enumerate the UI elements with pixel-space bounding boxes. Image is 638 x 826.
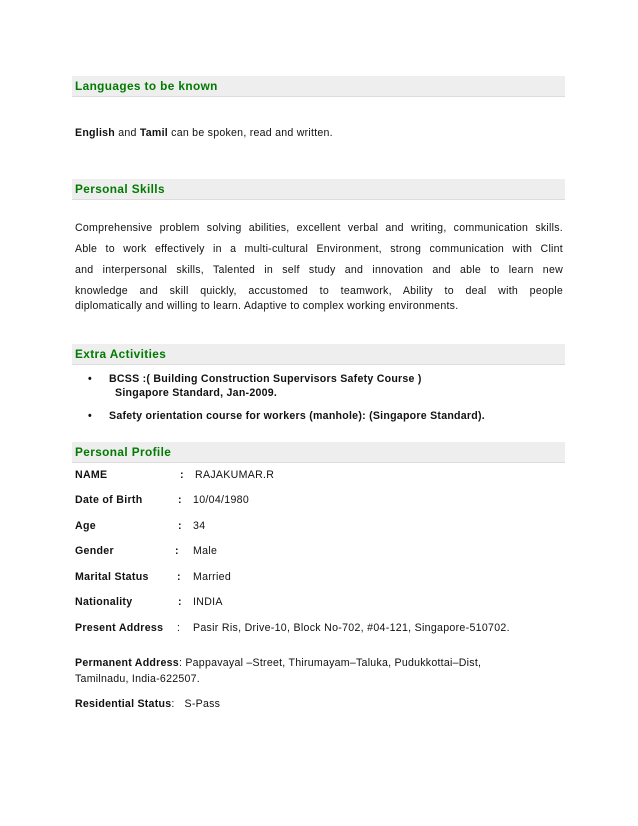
activity-item-2-text: Safety orientation course for workers (manhole): (Singapore Standard).: [109, 410, 485, 422]
name-value: RAJAKUMAR.R: [195, 469, 275, 481]
age-colon: :: [178, 520, 182, 532]
residential-status-label: Residential Status: [75, 698, 172, 710]
permanent-address-value-1: : Pappavayal –Street, Thirumayam–Taluka, Pudukkottai–Dist,: [178, 657, 482, 669]
residential-status-value: S-Pass: [184, 698, 221, 710]
language-english: English: [75, 127, 116, 139]
skills-line-1: Comprehensive problem solving abilities, excellent verbal and writing, communication skills.: [75, 222, 563, 234]
present-address-colon: :: [177, 622, 181, 634]
skills-line-4: knowledge and skill quickly, accustomed to teamwork, Ability to deal with people: [75, 285, 563, 297]
marital-value: Married: [193, 571, 232, 583]
skills-heading: Personal Skills: [75, 182, 165, 196]
language-tamil: Tamil: [139, 127, 168, 139]
gender-colon: :: [175, 545, 179, 557]
skills-line-2: Able to work effectively in a multi-cultural Environment, strong communication with Clint: [75, 243, 563, 255]
permanent-address-line-2: Tamilnadu, India-622507.: [75, 673, 200, 685]
permanent-address-label: Permanent Address: [75, 657, 179, 669]
activities-section-header: [72, 344, 565, 365]
age-label: Age: [75, 520, 96, 532]
present-address-label: Present Address: [75, 622, 164, 634]
activities-heading: Extra Activities: [75, 347, 167, 361]
profile-heading: Personal Profile: [75, 445, 172, 459]
dob-value: 10/04/1980: [193, 494, 250, 506]
activity-item-1-line-2: Singapore Standard, Jan-2009.: [115, 387, 278, 399]
bullet-icon: •: [88, 410, 92, 422]
residential-status-colon: :: [171, 698, 175, 710]
marital-colon: :: [177, 571, 181, 583]
nationality-colon: :: [178, 596, 182, 608]
skills-line-3: and interpersonal skills, Talented in self study and innovation and able to learn new: [75, 264, 563, 276]
marital-label: Marital Status: [75, 571, 149, 583]
languages-text: [75, 127, 333, 139]
name-colon: :: [180, 469, 184, 481]
permanent-address-line-1: [75, 657, 481, 669]
dob-colon: :: [178, 494, 182, 506]
gender-value: Male: [193, 545, 218, 557]
residential-status-row: [75, 698, 220, 710]
languages-section-header: [72, 76, 565, 97]
gender-label: Gender: [75, 545, 114, 557]
nationality-label: Nationality: [75, 596, 133, 608]
languages-rest: can be spoken, read and written.: [167, 127, 333, 139]
present-address-value: Pasir Ris, Drive-10, Block No-702, #04-121, Singapore-510702.: [193, 622, 510, 634]
profile-section-header: [72, 442, 565, 463]
nationality-value: INDIA: [193, 596, 223, 608]
dob-label: Date of Birth: [75, 494, 143, 506]
languages-heading: Languages to be known: [75, 79, 218, 93]
age-value: 34: [193, 520, 206, 532]
bullet-icon: •: [88, 373, 92, 385]
language-and: and: [115, 127, 140, 139]
activity-item-1-line-1: BCSS :( Building Construction Supervisors Safety Course ): [109, 373, 422, 385]
skills-line-5: diplomatically and willing to learn. Adaptive to complex working environments.: [75, 300, 459, 312]
name-label: NAME: [75, 469, 108, 481]
skills-section-header: [72, 179, 565, 200]
